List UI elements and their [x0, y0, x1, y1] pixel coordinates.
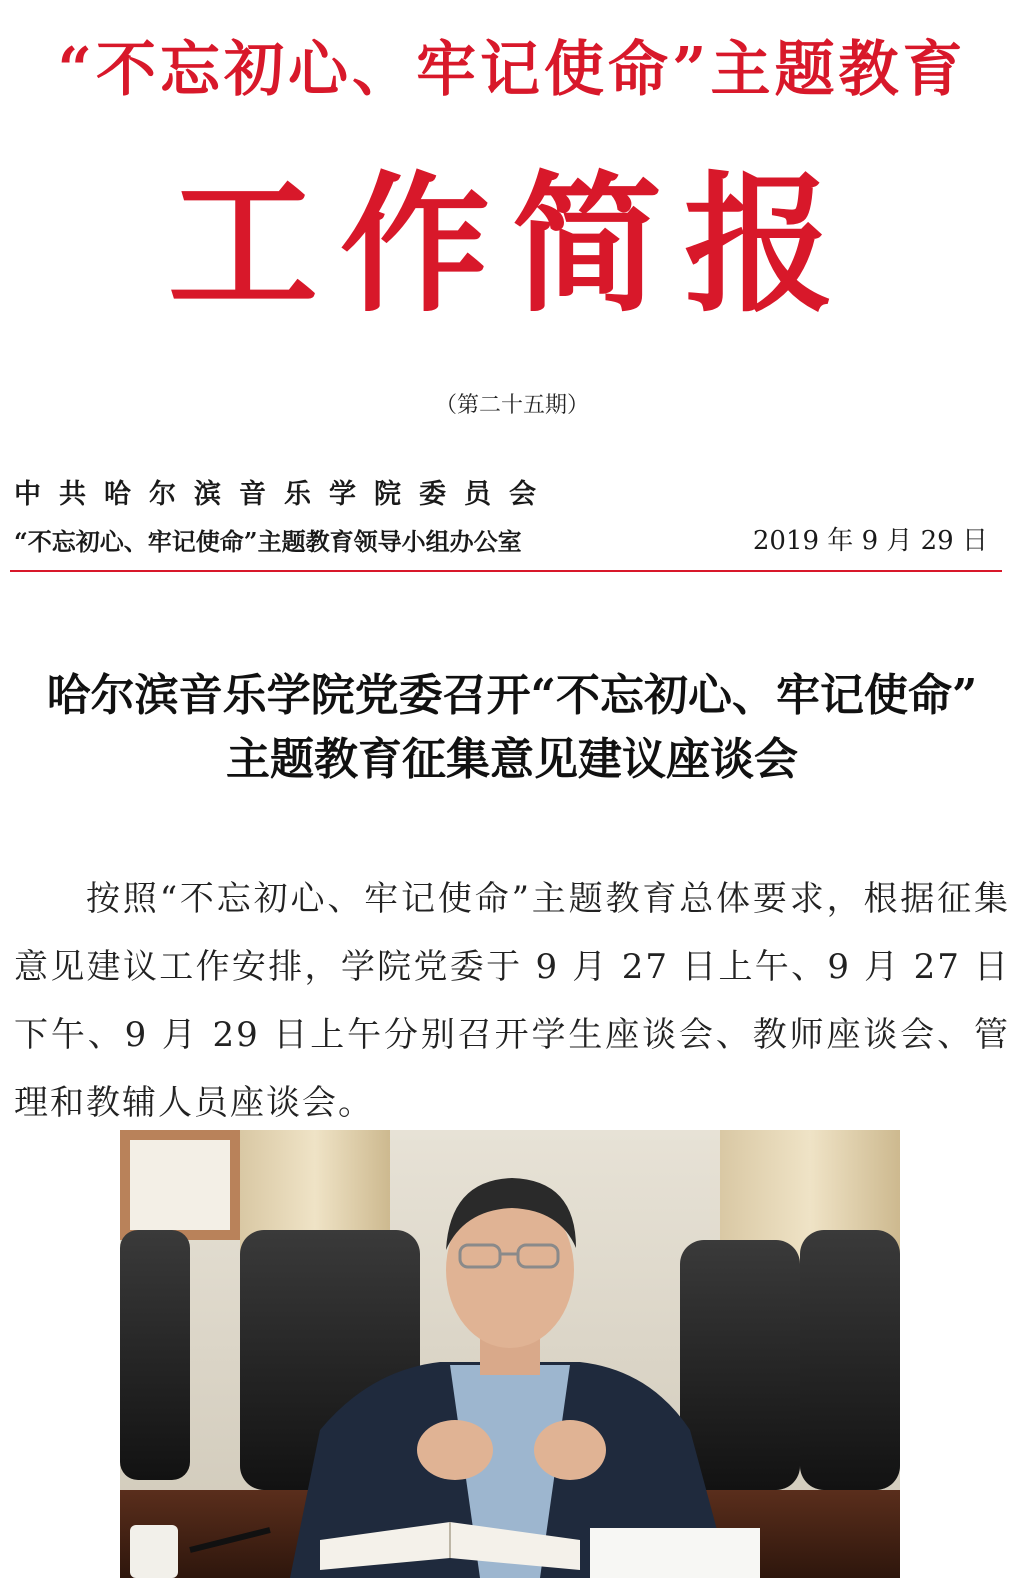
headline-line-2: 主题教育征集意见建议座谈会: [226, 734, 798, 785]
issuer-office: “不忘初心、牢记使命”主题教育领导小组办公室: [14, 527, 522, 556]
headline-line-1: 哈尔滨音乐学院党委召开“不忘初心、牢记使命”: [46, 670, 978, 721]
masthead-title: 工作简报: [167, 157, 856, 333]
issue-number: （第二十五期）: [434, 393, 589, 418]
article-headline: [0, 664, 1024, 792]
issue-date: 2019 年 9 月 29 日: [752, 526, 988, 556]
masthead-series-title: “不忘初心、牢记使命”主题教育: [57, 35, 967, 105]
article-paragraph: 按照“不忘初心、牢记使命”主题教育总体要求，根据征集意见建议工作安排，学院党委于 9 月 27 日上午、9 月 27 日下午、9 月 29 日上午分别召开学生座谈会、教师座谈会、管理和教辅人员座谈会。: [14, 879, 1010, 1123]
meeting-photo-image: [120, 1130, 900, 1578]
issuer-organization: 中共哈尔滨音乐学院委员会: [14, 479, 554, 510]
meeting-photo: [120, 1130, 900, 1578]
red-divider-rule: [10, 570, 1002, 572]
